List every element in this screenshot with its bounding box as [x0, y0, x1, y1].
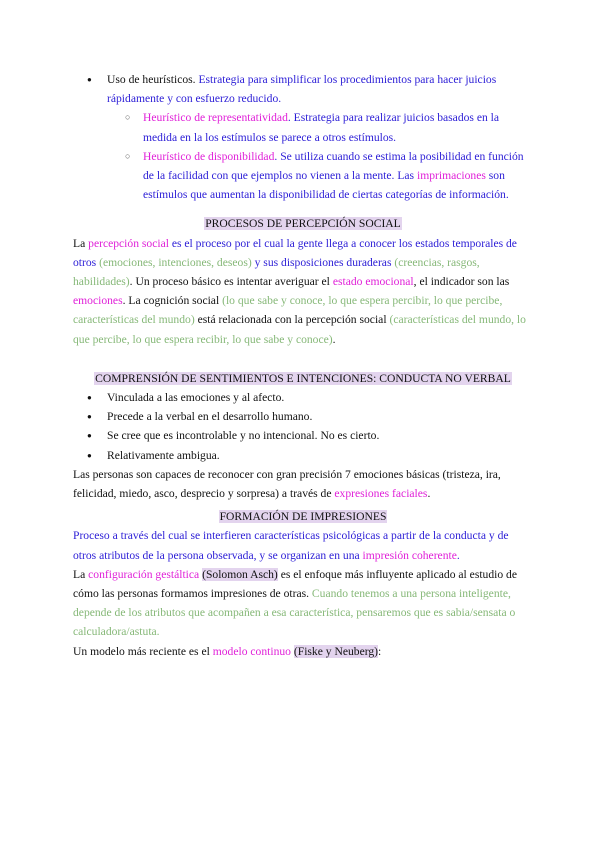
section-heading: PROCESOS DE PERCEPCIÓN SOCIAL	[205, 217, 401, 231]
representativeness-desc: Estrategia para realizar juicios basados en la medida en la los estímulos se parece a otros estímulos.	[143, 111, 500, 144]
term-percepcion-social: percepción social	[88, 236, 169, 250]
author-fiske-neuberg: (Fiske y Neuberg)	[293, 644, 379, 658]
author-asch: (Solomon Asch)	[202, 567, 278, 581]
paragraph: La percepción social es el proceso por el cual la gente llega a conocer los estados temporales de otros (emociones, intenciones, deseos) y sus disposiciones duraderas (creencias, rasgos, habilidades). Un proceso básico es intentar averiguar el estado emocional, el indicador son las emociones. La cognición social (lo que sabe y conoce, lo que espera percibir, lo que percibe, características del mundo) está relacionada con la percepción social (características del mundo, lo que percibe, lo que espera recibir, lo que sabe y conoce).	[73, 236, 526, 346]
term-expresiones-faciales: expresiones faciales	[334, 487, 428, 501]
document-content	[73, 70, 533, 661]
paragraph: La configuración gestáltica (Solomon Asch) es el enfoque más influyente aplicado al estudio de cómo las personas formamos impresiones de otras. Cuando tenemos a una persona inteligente, depende de los atributos que acompañen a esa característica, pensaremos que es sabia/sensata o calculadora/astuta.	[73, 567, 518, 639]
term-modelo-continuo: modelo continuo	[212, 644, 291, 658]
list-item: ● Uso de heurísticos. Estrategia para simplificar los procedimientos para hacer juicios rápidamente y con esfuerzo reducido.	[73, 70, 533, 108]
list-item: ● Se cree que es incontrolable y no intencional. No es cierto.	[73, 426, 533, 445]
paragraph: Las personas son capaces de reconocer con gran precisión 7 emociones básicas (tristeza, ira, felicidad, miedo, asco, desprecio y sorpresa) a través de expresiones faciales.	[73, 467, 501, 501]
section-heading: COMPRENSIÓN DE SENTIMIENTOS E INTENCIONES: CONDUCTA NO VERBAL	[95, 371, 511, 385]
paragraph: Proceso a través del cual se interfieren características psicológicas a partir de la conducta y de otros atributos de la persona observada, y se organizan en una impresión coherente.	[73, 529, 509, 562]
priming-desc: son estímulos que aumentan la disponibilidad de ciertas categorías de información.	[143, 169, 509, 202]
paragraph: Un modelo más reciente es el modelo continuo (Fiske y Neuberg):	[73, 644, 382, 658]
term-configuracion-gestaltica: configuración gestáltica	[88, 567, 200, 581]
term-estado-emocional: estado emocional	[332, 275, 414, 289]
priming-label: imprimaciones	[416, 169, 486, 183]
list-item: ● Precede a la verbal en el desarrollo humano.	[73, 407, 533, 426]
list-item: ○ Heurístico de disponibilidad. Se utiliza cuando se estima la posibilidad en función de la facilidad con que ejemplos no vienen a la mente. Las imprimaciones son estímulos que aumentan la disponibilidad de ciertas categorías de información.	[73, 147, 533, 205]
nonverbal-list	[73, 388, 533, 465]
representativeness-label: Heurístico de representatividad	[143, 111, 288, 125]
availability-label: Heurístico de disponibilidad	[143, 149, 275, 163]
heuristics-list	[73, 70, 533, 204]
list-item: ● Vinculada a las emociones y al afecto.	[73, 388, 533, 407]
heuristics-label: Uso de heurísticos	[107, 73, 193, 86]
list-item: ○ Heurístico de representatividad. Estrategia para realizar juicios basados en la medida en la los estímulos se parece a otros estímulos.	[73, 108, 533, 146]
term-emociones: emociones	[73, 294, 123, 308]
term-impresion-coherente: impresión coherente	[362, 548, 457, 562]
section-heading: FORMACIÓN DE IMPRESIONES	[219, 510, 387, 524]
availability-desc: Se utiliza cuando se estima la posibilidad en función de la facilidad con que ejemplos no vienen a la mente. Las	[143, 149, 524, 183]
heuristics-desc: Estrategia para simplificar los procedimientos para hacer juicios rápidamente y con esfuerzo reducido.	[107, 73, 497, 106]
list-item: ● Relativamente ambigua.	[73, 446, 533, 465]
